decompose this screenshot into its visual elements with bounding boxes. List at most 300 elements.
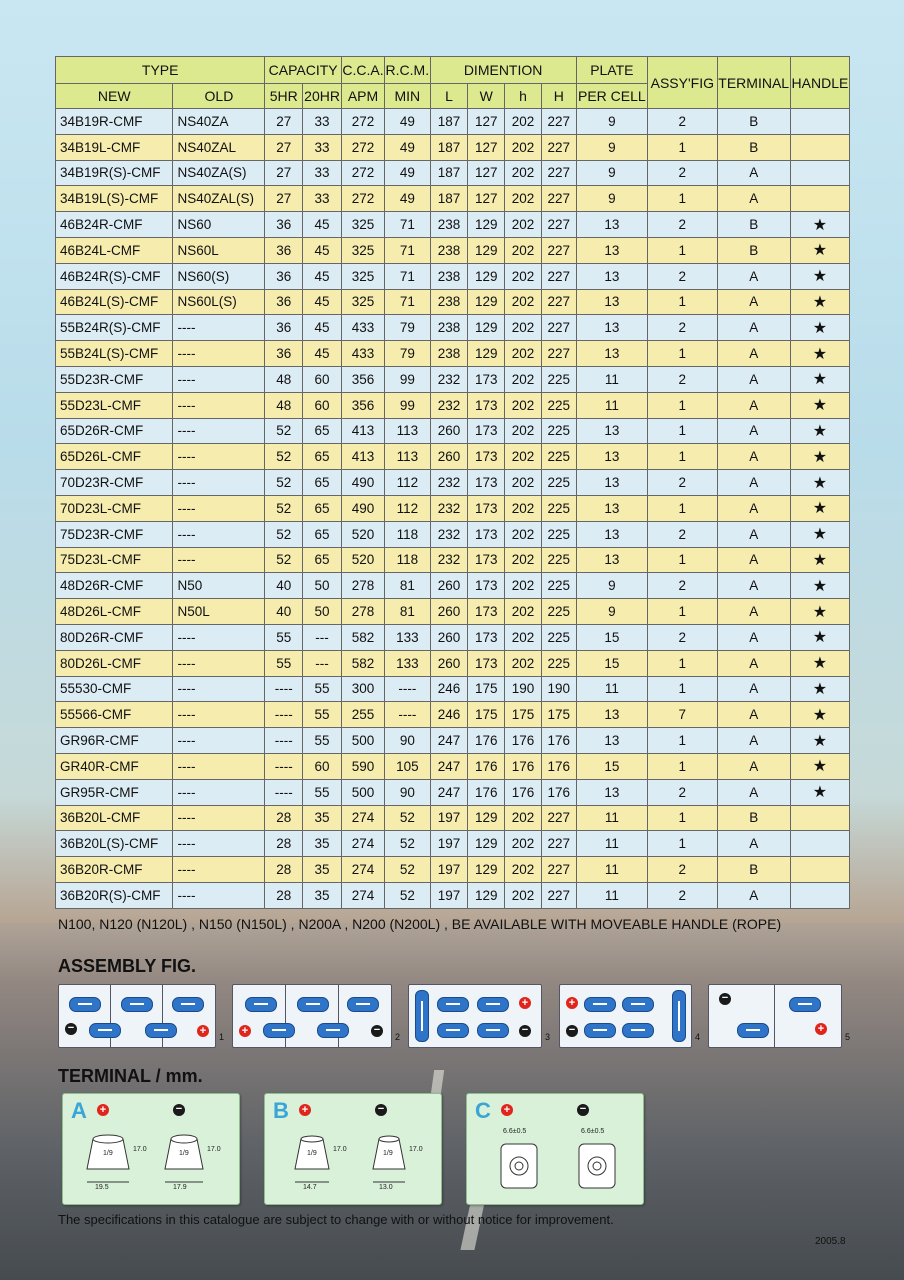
table-cell: ★ (790, 624, 849, 650)
table-cell: 187 (430, 134, 468, 160)
table-cell: 7 (648, 702, 717, 728)
table-cell: 433 (341, 341, 384, 367)
table-cell: 225 (541, 444, 576, 470)
table-cell: 27 (265, 160, 303, 186)
table-cell: 55 (303, 728, 342, 754)
table-cell: 112 (385, 495, 431, 521)
table-cell: 500 (341, 779, 384, 805)
table-cell: 1 (648, 831, 717, 857)
positive-terminal-icon: + (501, 1104, 513, 1116)
fig-number-2: 2 (395, 1032, 401, 1042)
header-cca: C.C.A. (341, 57, 384, 84)
cell-cap (477, 997, 509, 1012)
table-cell: 202 (505, 186, 542, 212)
table-cell: NS60L(S) (173, 289, 265, 315)
table-cell: 55B24L(S)-CMF (56, 341, 173, 367)
table-cell: 173 (468, 495, 505, 521)
table-cell: ★ (790, 366, 849, 392)
table-cell: 33 (303, 186, 342, 212)
positive-terminal-icon: + (566, 997, 578, 1009)
table-cell: 34B19R-CMF (56, 109, 173, 135)
table-cell: B (717, 857, 790, 883)
table-cell: 325 (341, 289, 384, 315)
fig-number-5: 5 (845, 1032, 851, 1042)
table-cell: B (717, 805, 790, 831)
table-cell: 238 (430, 341, 468, 367)
table-cell: 202 (505, 392, 542, 418)
table-cell: ---- (173, 315, 265, 341)
table-cell: 28 (265, 882, 303, 908)
header-dimention: DIMENTION (430, 57, 576, 84)
assembly-fig-3 (408, 984, 542, 1048)
table-row (56, 134, 850, 160)
table-cell: 65 (303, 521, 342, 547)
table-cell: 65 (303, 495, 342, 521)
table-cell: ★ (790, 263, 849, 289)
table-cell (790, 805, 849, 831)
table-cell: 70D23R-CMF (56, 470, 173, 496)
table-cell: 55B24R(S)-CMF (56, 315, 173, 341)
table-cell: 227 (541, 212, 576, 238)
table-cell: A (717, 650, 790, 676)
table-cell: 113 (385, 418, 431, 444)
table-cell: 36B20R(S)-CMF (56, 882, 173, 908)
table-row (56, 753, 850, 779)
table-cell: 45 (303, 237, 342, 263)
table-cell: B (717, 134, 790, 160)
table-cell: 225 (541, 624, 576, 650)
header-row-1 (56, 57, 850, 84)
table-cell: ---- (265, 753, 303, 779)
table-cell: 52 (265, 521, 303, 547)
header-assy: ASSY'FIG (648, 57, 717, 109)
terminal-title: TERMINAL / mm. (58, 1066, 203, 1086)
table-cell: 590 (341, 753, 384, 779)
table-cell: 99 (385, 392, 431, 418)
cell-cap (121, 997, 153, 1012)
table-cell: 9 (576, 160, 647, 186)
header-20hr: 20HR (303, 84, 342, 109)
table-cell: 55D23R-CMF (56, 366, 173, 392)
table-cell: 36 (265, 289, 303, 315)
table-cell: 79 (385, 315, 431, 341)
table-cell: 227 (541, 237, 576, 263)
table-cell: 129 (468, 831, 505, 857)
table-cell (790, 186, 849, 212)
table-cell: 190 (541, 676, 576, 702)
table-cell: 11 (576, 392, 647, 418)
header-w: W (468, 84, 505, 109)
table-cell: 274 (341, 857, 384, 883)
table-cell: 2 (648, 160, 717, 186)
table-cell: 1 (648, 805, 717, 831)
assembly-fig-2 (232, 984, 392, 1048)
table-cell: ★ (790, 495, 849, 521)
table-row (56, 289, 850, 315)
table-cell: 325 (341, 237, 384, 263)
cell-cap-vertical (415, 990, 429, 1042)
table-cell: NS60(S) (173, 263, 265, 289)
header-l: L (430, 84, 468, 109)
table-cell: 52 (265, 444, 303, 470)
table-cell: ---- (173, 392, 265, 418)
table-cell: NS60L (173, 237, 265, 263)
table-row (56, 779, 850, 805)
handle-note: N100, N120 (N120L) , N150 (N150L) , N200A , N200 (N200L) , BE AVAILABLE WITH MOVEABLE HANDLE (ROPE) (58, 916, 782, 932)
terminal-b-dim-neg: 13.0 (379, 1184, 393, 1191)
table-cell: 325 (341, 212, 384, 238)
cell-cap (584, 997, 616, 1012)
table-cell: 13 (576, 779, 647, 805)
table-cell: 33 (303, 160, 342, 186)
table-cell: 129 (468, 857, 505, 883)
table-cell: 11 (576, 882, 647, 908)
table-cell: 278 (341, 599, 384, 625)
table-cell: 520 (341, 521, 384, 547)
table-cell: ---- (173, 341, 265, 367)
table-row (56, 186, 850, 212)
table-cell: 127 (468, 186, 505, 212)
cell-cap (437, 1023, 469, 1038)
assembly-title: ASSEMBLY FIG. (58, 956, 197, 976)
table-cell: 15 (576, 624, 647, 650)
table-cell: ---- (385, 676, 431, 702)
table-cell: 13 (576, 444, 647, 470)
table-cell: 45 (303, 315, 342, 341)
table-cell: 28 (265, 805, 303, 831)
table-cell: 49 (385, 186, 431, 212)
table-cell: 50 (303, 599, 342, 625)
table-cell: 13 (576, 521, 647, 547)
table-cell: 2 (648, 315, 717, 341)
table-cell: 52 (265, 495, 303, 521)
table-cell: 36B20R-CMF (56, 857, 173, 883)
terminal-a-taper-neg: 1/9 (179, 1150, 189, 1157)
table-cell: 227 (541, 882, 576, 908)
table-cell: 1 (648, 186, 717, 212)
table-cell: 187 (430, 186, 468, 212)
table-cell: ---- (173, 753, 265, 779)
table-cell: 202 (505, 470, 542, 496)
table-cell: A (717, 160, 790, 186)
table-cell: 1 (648, 289, 717, 315)
table-cell: 246 (430, 676, 468, 702)
table-cell: 9 (576, 186, 647, 212)
cell-cap (737, 1023, 769, 1038)
table-cell: 2 (648, 521, 717, 547)
table-cell: 176 (505, 753, 542, 779)
table-cell: A (717, 676, 790, 702)
table-cell: N50L (173, 599, 265, 625)
table-cell: 49 (385, 160, 431, 186)
table-cell: 202 (505, 212, 542, 238)
table-cell: A (717, 263, 790, 289)
header-capacity: CAPACITY (265, 57, 342, 84)
table-cell: NS60 (173, 212, 265, 238)
table-cell: 202 (505, 134, 542, 160)
table-cell: ---- (173, 857, 265, 883)
table-cell: 129 (468, 341, 505, 367)
header-type: TYPE (56, 57, 265, 84)
table-cell: A (717, 366, 790, 392)
table-row (56, 650, 850, 676)
table-cell: 60 (303, 366, 342, 392)
positive-terminal-icon: + (197, 1025, 209, 1037)
terminal-a-dim-neg: 17.9 (173, 1184, 187, 1191)
table-cell: GR95R-CMF (56, 779, 173, 805)
table-cell: 113 (385, 444, 431, 470)
table-cell: 13 (576, 315, 647, 341)
table-row (56, 495, 850, 521)
table-cell: 202 (505, 341, 542, 367)
table-cell: 202 (505, 599, 542, 625)
table-cell: ★ (790, 418, 849, 444)
header-apm: APM (341, 84, 384, 109)
table-cell: 197 (430, 805, 468, 831)
table-cell: A (717, 315, 790, 341)
table-cell: 433 (341, 315, 384, 341)
table-cell: 176 (468, 728, 505, 754)
table-cell: 356 (341, 366, 384, 392)
table-cell: ★ (790, 728, 849, 754)
table-cell: 260 (430, 573, 468, 599)
table-row (56, 418, 850, 444)
table-row (56, 676, 850, 702)
table-cell: 49 (385, 109, 431, 135)
table-cell: 40 (265, 573, 303, 599)
table-cell: ★ (790, 676, 849, 702)
table-cell: 71 (385, 237, 431, 263)
table-cell: 173 (468, 547, 505, 573)
table-cell: ★ (790, 779, 849, 805)
table-cell: ★ (790, 470, 849, 496)
table-cell: 202 (505, 805, 542, 831)
table-cell: 490 (341, 495, 384, 521)
table-cell: 118 (385, 521, 431, 547)
cell-cap (263, 1023, 295, 1038)
table-row (56, 728, 850, 754)
spec-table-body (56, 109, 850, 909)
table-cell: 133 (385, 624, 431, 650)
table-cell: 36 (265, 237, 303, 263)
table-cell: 176 (468, 753, 505, 779)
table-cell: B (717, 212, 790, 238)
table-row (56, 160, 850, 186)
table-cell: 247 (430, 779, 468, 805)
publication-date: 2005.8 (815, 1236, 846, 1247)
table-cell: 13 (576, 702, 647, 728)
table-cell: 48D26L-CMF (56, 599, 173, 625)
table-cell: 500 (341, 728, 384, 754)
table-cell: 278 (341, 573, 384, 599)
header-old: OLD (173, 84, 265, 109)
table-cell: ★ (790, 702, 849, 728)
table-cell: 232 (430, 366, 468, 392)
terminal-a-height-pos: 17.0 (133, 1146, 147, 1153)
table-cell: ---- (173, 702, 265, 728)
table-cell: 225 (541, 470, 576, 496)
table-cell: 65D26L-CMF (56, 444, 173, 470)
table-cell: 9 (576, 599, 647, 625)
table-cell: ---- (385, 702, 431, 728)
table-cell: ★ (790, 237, 849, 263)
table-cell (790, 882, 849, 908)
table-cell: 2 (648, 573, 717, 599)
table-row (56, 237, 850, 263)
table-cell: 71 (385, 263, 431, 289)
cell-cap (437, 997, 469, 1012)
table-cell: ---- (173, 495, 265, 521)
table-cell: 129 (468, 805, 505, 831)
header-h-small: h (505, 84, 542, 109)
table-cell: 52 (385, 857, 431, 883)
header-rcm: R.C.M. (385, 57, 431, 84)
table-cell: 13 (576, 237, 647, 263)
table-cell: 45 (303, 212, 342, 238)
header-plate: PLATE (576, 57, 647, 84)
table-cell: 46B24L(S)-CMF (56, 289, 173, 315)
table-cell: 227 (541, 186, 576, 212)
table-cell: 45 (303, 341, 342, 367)
table-cell (790, 109, 849, 135)
fig-number-4: 4 (695, 1032, 701, 1042)
table-cell: 202 (505, 289, 542, 315)
table-cell: 227 (541, 263, 576, 289)
table-cell: 197 (430, 882, 468, 908)
table-cell: 13 (576, 289, 647, 315)
table-cell: NS40ZAL(S) (173, 186, 265, 212)
table-cell: 272 (341, 160, 384, 186)
table-cell: 274 (341, 882, 384, 908)
table-cell: 225 (541, 418, 576, 444)
table-cell: 52 (265, 470, 303, 496)
terminal-b-height-pos: 17.0 (333, 1146, 347, 1153)
table-cell: A (717, 624, 790, 650)
table-cell: 11 (576, 857, 647, 883)
terminal-box-b (264, 1093, 442, 1205)
table-cell: 202 (505, 831, 542, 857)
table-cell: 9 (576, 134, 647, 160)
table-cell: 55530-CMF (56, 676, 173, 702)
footer-disclaimer: The specifications in this catalogue are subject to change with or without notice for improvement. (58, 1212, 614, 1227)
table-row (56, 882, 850, 908)
battery-spec-table (55, 56, 850, 909)
table-cell: A (717, 779, 790, 805)
terminal-b-taper-neg: 1/9 (383, 1150, 393, 1157)
table-row (56, 315, 850, 341)
terminal-letter-a: A (71, 1098, 87, 1123)
table-cell: 52 (385, 882, 431, 908)
table-cell: ★ (790, 392, 849, 418)
table-cell: 55 (265, 650, 303, 676)
table-cell: 232 (430, 521, 468, 547)
table-row (56, 547, 850, 573)
table-cell: ---- (173, 470, 265, 496)
table-cell: 176 (541, 728, 576, 754)
table-cell: 176 (468, 779, 505, 805)
cell-cap (145, 1023, 177, 1038)
table-cell: 272 (341, 186, 384, 212)
table-cell: 13 (576, 263, 647, 289)
table-cell: NS40ZAL (173, 134, 265, 160)
cell-cap-vertical (672, 990, 686, 1042)
table-cell: 1 (648, 599, 717, 625)
table-cell: 582 (341, 650, 384, 676)
table-cell: ★ (790, 444, 849, 470)
header-per-cell: PER CELL (576, 84, 647, 109)
table-cell: 127 (468, 109, 505, 135)
negative-terminal-icon: − (719, 993, 731, 1005)
table-cell: 238 (430, 315, 468, 341)
table-cell: A (717, 392, 790, 418)
table-cell: 33 (303, 134, 342, 160)
table-cell: 79 (385, 341, 431, 367)
table-cell: 227 (541, 831, 576, 857)
terminal-c-dim-neg: 6.6±0.5 (581, 1128, 605, 1135)
table-cell: 173 (468, 366, 505, 392)
table-cell: 246 (430, 702, 468, 728)
header-terminal: TERMINAL (717, 57, 790, 109)
table-cell: 238 (430, 263, 468, 289)
table-cell: ★ (790, 341, 849, 367)
table-cell: 1 (648, 134, 717, 160)
table-cell: 52 (265, 418, 303, 444)
table-cell: ---- (173, 805, 265, 831)
table-cell: ---- (173, 444, 265, 470)
table-cell: 28 (265, 831, 303, 857)
table-cell: 1 (648, 650, 717, 676)
table-cell: 46B24L-CMF (56, 237, 173, 263)
table-cell: 11 (576, 676, 647, 702)
table-cell: 260 (430, 624, 468, 650)
table-cell: 227 (541, 857, 576, 883)
cell-cap (297, 997, 329, 1012)
terminal-letter-c: C (475, 1098, 491, 1123)
table-cell: 129 (468, 237, 505, 263)
table-cell: 1 (648, 418, 717, 444)
table-cell: 520 (341, 547, 384, 573)
table-cell: 13 (576, 212, 647, 238)
table-cell: 52 (385, 805, 431, 831)
table-cell: 65 (303, 547, 342, 573)
table-cell: 34B19L-CMF (56, 134, 173, 160)
table-cell (790, 160, 849, 186)
table-cell: 175 (541, 702, 576, 728)
table-cell: 413 (341, 418, 384, 444)
table-cell: 260 (430, 444, 468, 470)
table-cell: 1 (648, 392, 717, 418)
table-cell: 247 (430, 728, 468, 754)
table-cell: 11 (576, 831, 647, 857)
cell-cap (317, 1023, 349, 1038)
table-row (56, 831, 850, 857)
table-cell: GR40R-CMF (56, 753, 173, 779)
table-cell: ★ (790, 289, 849, 315)
table-cell: 202 (505, 521, 542, 547)
table-cell: 55 (303, 702, 342, 728)
table-cell: 176 (505, 779, 542, 805)
table-cell: 272 (341, 134, 384, 160)
table-cell: ---- (173, 882, 265, 908)
table-cell: A (717, 882, 790, 908)
table-cell: ---- (173, 366, 265, 392)
table-cell: 65 (303, 470, 342, 496)
table-cell: 227 (541, 109, 576, 135)
table-cell: B (717, 109, 790, 135)
table-cell: 55 (303, 779, 342, 805)
table-cell: --- (303, 624, 342, 650)
table-cell: 50 (303, 573, 342, 599)
